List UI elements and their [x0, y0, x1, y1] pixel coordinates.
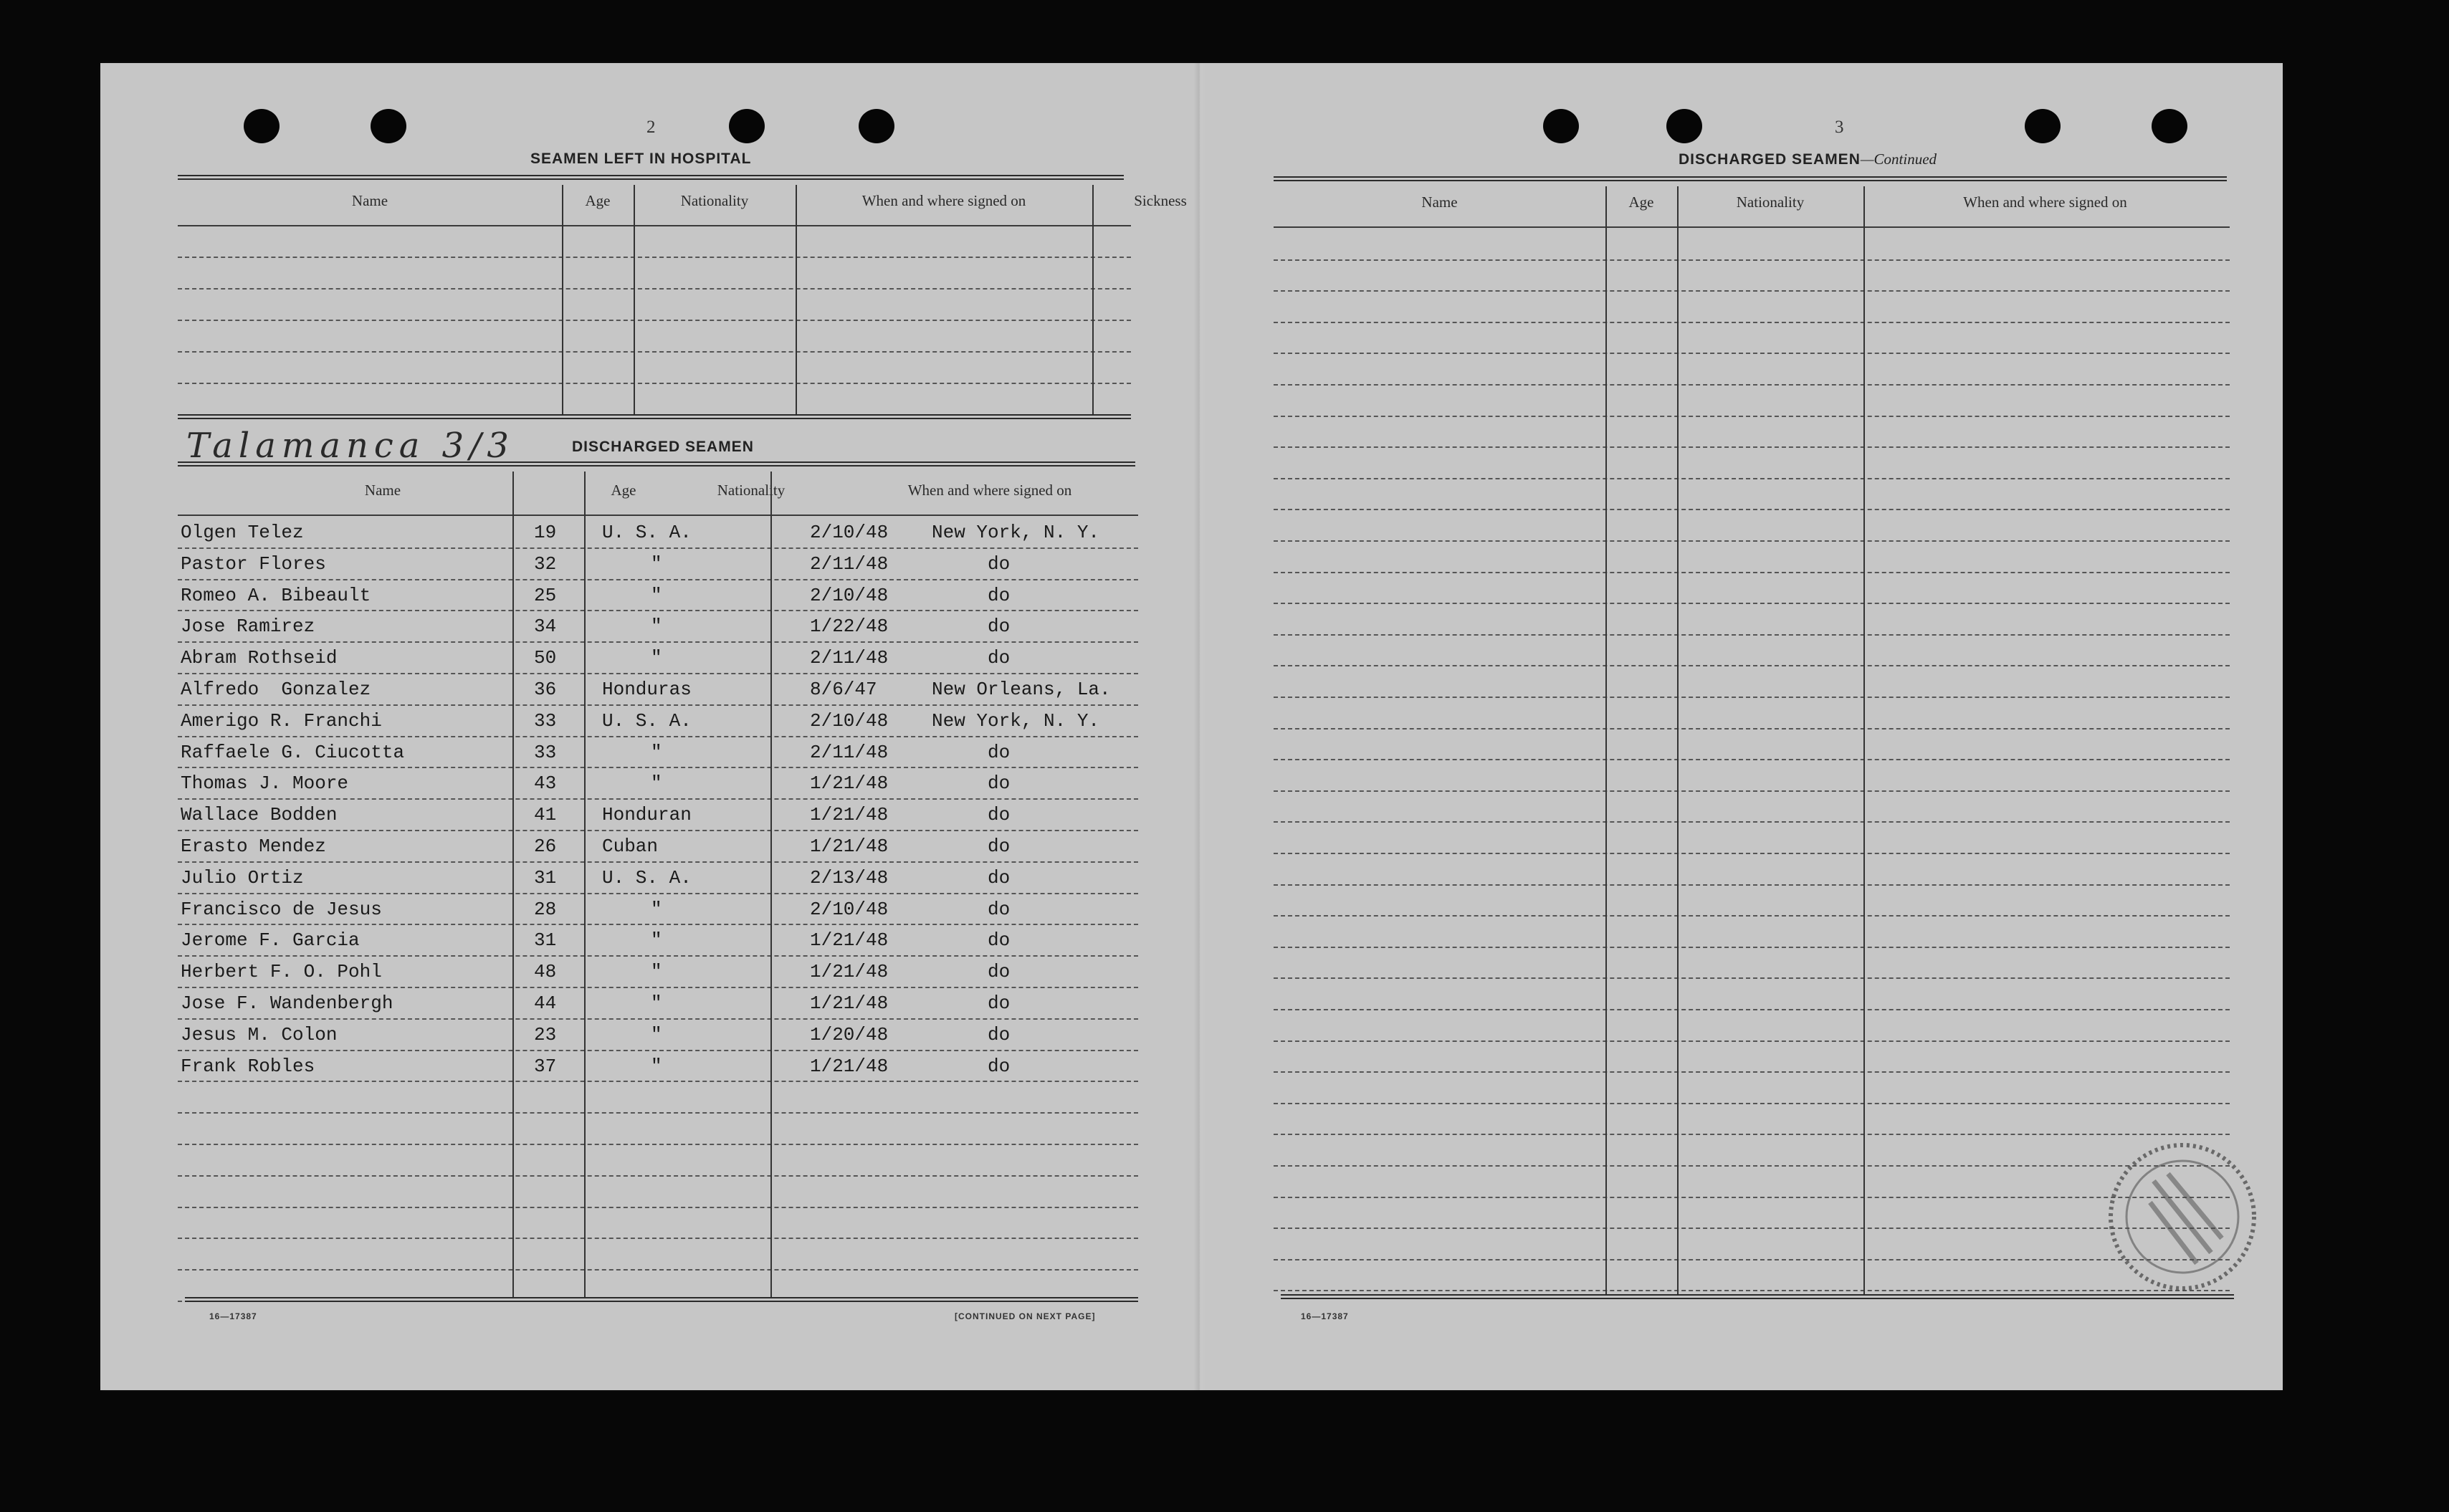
form-number: 16—17387: [1301, 1311, 1349, 1321]
row-line: [1274, 384, 2230, 386]
seaman-name: Herbert F. O. Pohl: [181, 961, 382, 983]
seaman-age: 28: [534, 898, 557, 920]
document-sheet: [100, 63, 2283, 1390]
row-line: [178, 1144, 1138, 1145]
column-divider: [770, 472, 772, 1297]
row-line: [1274, 1071, 2230, 1073]
handwritten-vessel-name: Talamanca 3/3: [186, 426, 515, 466]
row-line: [1274, 572, 2230, 573]
seaman-age: 33: [534, 709, 557, 732]
column-divider: [1605, 186, 1607, 1294]
seaman-nationality: ": [651, 584, 662, 606]
signed-on-place: do: [988, 1023, 1011, 1046]
table-row: [100, 830, 1140, 861]
row-line: [1274, 915, 2230, 917]
seaman-age: 50: [534, 647, 557, 669]
col-header-sickness: Sickness: [1134, 192, 1187, 209]
signed-on-place: do: [988, 804, 1011, 826]
seaman-nationality: ": [651, 961, 662, 983]
seaman-name: Julio Ortiz: [181, 866, 304, 889]
seaman-name: Jerome F. Garcia: [181, 929, 360, 952]
signed-on-date: 1/21/48: [810, 772, 889, 795]
row-line: [178, 1081, 1138, 1082]
seaman-age: 33: [534, 741, 557, 763]
seaman-name: Raffaele G. Ciucotta: [181, 741, 405, 763]
column-divider: [584, 472, 586, 1297]
signed-on-date: 2/10/48: [810, 709, 889, 732]
seaman-age: 23: [534, 1023, 557, 1046]
signed-on-date: 2/13/48: [810, 866, 889, 889]
seaman-nationality: Honduran: [602, 804, 692, 826]
row-line: [178, 1238, 1138, 1239]
col-header-name: Name: [364, 482, 401, 499]
table-top-rule: [178, 461, 1135, 466]
col-header-name: Name: [351, 192, 388, 209]
signed-on-place: do: [988, 1055, 1011, 1077]
row-line: [1274, 697, 2230, 698]
seaman-age: 31: [534, 866, 557, 889]
signed-on-place: do: [988, 929, 1011, 952]
row-line: [1274, 790, 2230, 792]
circular-seal-stamp: [2068, 1138, 2283, 1296]
page-number: 2: [646, 118, 656, 137]
seaman-age: 36: [534, 679, 557, 700]
seaman-name: Amerigo R. Franchi: [181, 709, 382, 732]
signed-on-place: New Orleans, La.: [932, 679, 1111, 700]
column-divider: [796, 185, 797, 414]
seaman-name: Erasto Mendez: [181, 836, 326, 857]
seaman-name: Jose Ramirez: [181, 616, 315, 638]
table-row: [100, 641, 1140, 673]
seaman-age: 43: [534, 772, 557, 795]
row-line: [1274, 977, 2230, 979]
seaman-nationality: ": [651, 772, 662, 795]
signed-on-place: do: [988, 961, 1011, 983]
seaman-age: 48: [534, 961, 557, 983]
seaman-age: 31: [534, 929, 557, 952]
seaman-nationality: ": [651, 1055, 662, 1077]
seaman-age: 44: [534, 992, 557, 1014]
signed-on-place: do: [988, 772, 1011, 795]
table-row: [100, 861, 1140, 893]
seaman-name: Wallace Bodden: [181, 804, 338, 826]
column-divider: [1677, 186, 1679, 1294]
signed-on-place: do: [988, 647, 1011, 669]
table-row: [100, 704, 1140, 736]
signed-on-date: 1/21/48: [810, 804, 889, 826]
row-line: [1274, 947, 2230, 948]
seaman-nationality: U. S. A.: [602, 866, 692, 889]
row-line: [1274, 884, 2230, 886]
signed-on-date: 1/21/48: [810, 1055, 889, 1077]
signed-on-date: 2/10/48: [810, 522, 889, 543]
row-line: [1274, 509, 2230, 510]
seaman-nationality: ": [651, 552, 662, 575]
signed-on-date: 1/22/48: [810, 616, 889, 638]
hospital-section-title: SEAMEN LEFT IN HOSPITAL: [530, 150, 752, 167]
col-header-nationality: Nationality: [680, 192, 749, 209]
seaman-nationality: ": [651, 647, 662, 669]
row-line: [1274, 416, 2230, 417]
table-bottom-rule: [185, 1297, 1138, 1302]
signed-on-date: 1/21/48: [810, 836, 889, 857]
signed-on-date: 2/10/48: [810, 584, 889, 606]
seaman-name: Thomas J. Moore: [181, 772, 349, 795]
form-number: 16—17387: [209, 1311, 257, 1321]
continued-title-main: DISCHARGED SEAMEN: [1679, 151, 1861, 168]
signed-on-place: do: [988, 866, 1011, 889]
col-header-name: Name: [1421, 193, 1458, 211]
seaman-name: Francisco de Jesus: [181, 898, 382, 920]
row-line: [1274, 665, 2230, 666]
row-line: [1274, 853, 2230, 854]
signed-on-place: do: [988, 898, 1011, 920]
seaman-age: 26: [534, 836, 557, 857]
column-divider: [512, 472, 514, 1297]
signed-on-date: 1/20/48: [810, 1023, 889, 1046]
col-header-signed-on: When and where signed on: [861, 192, 1026, 209]
row-line: [178, 1175, 1138, 1177]
signed-on-place: do: [988, 992, 1011, 1014]
seaman-age: 37: [534, 1055, 557, 1077]
seaman-age: 32: [534, 552, 557, 575]
header-rule: [178, 225, 1131, 226]
seaman-name: Jose F. Wandenbergh: [181, 992, 393, 1014]
row-line: [1274, 1009, 2230, 1010]
row-line: [178, 257, 1131, 258]
table-row: [100, 736, 1140, 767]
table-top-rule: [178, 175, 1124, 180]
header-rule: [1274, 226, 2230, 228]
seaman-nationality: Honduras: [602, 679, 692, 700]
table-row: [100, 893, 1140, 924]
page-number: 3: [1835, 118, 1844, 137]
signed-on-place: do: [988, 552, 1011, 575]
table-bottom-rule: [178, 414, 1131, 419]
seaman-nationality: ": [651, 898, 662, 920]
row-line: [1274, 259, 2230, 261]
row-line: [178, 320, 1131, 321]
signed-on-place: New York, N. Y.: [932, 709, 1100, 732]
seaman-name: Abram Rothseid: [181, 647, 338, 669]
table-row: [100, 987, 1140, 1018]
row-line: [178, 288, 1131, 290]
table-row: [100, 547, 1140, 579]
signed-on-place: New York, N. Y.: [932, 522, 1100, 543]
signed-on-place: do: [988, 616, 1011, 638]
signed-on-date: 1/21/48: [810, 992, 889, 1014]
signed-on-place: do: [988, 836, 1011, 857]
table-row: [100, 1050, 1140, 1081]
signed-on-date: 8/6/47: [810, 679, 877, 700]
col-header-age: Age: [585, 192, 611, 209]
row-line: [1274, 634, 2230, 636]
discharged-section-title: DISCHARGED SEAMEN: [572, 439, 754, 455]
seaman-nationality: ": [651, 992, 662, 1014]
row-line: [1274, 1103, 2230, 1104]
signed-on-date: 2/11/48: [810, 741, 889, 763]
signed-on-date: 1/21/48: [810, 961, 889, 983]
seaman-nationality: ": [651, 741, 662, 763]
table-row: [100, 767, 1140, 798]
signed-on-date: 2/11/48: [810, 647, 889, 669]
seaman-nationality: ": [651, 616, 662, 638]
row-line: [1274, 1134, 2230, 1135]
seaman-nationality: ": [651, 1023, 662, 1046]
table-top-rule: [1274, 176, 2227, 181]
row-line: [178, 383, 1131, 384]
signed-on-date: 2/10/48: [810, 898, 889, 920]
seaman-age: 19: [534, 522, 557, 543]
seaman-name: Jesus M. Colon: [181, 1023, 338, 1046]
col-header-age: Age: [611, 482, 636, 499]
table-row: [100, 579, 1140, 611]
column-divider: [634, 185, 635, 414]
signed-on-place: do: [988, 741, 1011, 763]
column-divider: [562, 185, 563, 414]
seaman-name: Olgen Telez: [181, 522, 304, 543]
seaman-name: Romeo A. Bibeault: [181, 584, 371, 606]
col-header-signed-on: When and where signed on: [1963, 193, 2127, 211]
signed-on-date: 2/11/48: [810, 552, 889, 575]
row-line: [1274, 728, 2230, 729]
row-line: [1274, 322, 2230, 323]
row-line: [178, 1269, 1138, 1271]
seaman-age: 41: [534, 804, 557, 826]
seaman-name: Alfredo Gonzalez: [181, 679, 371, 700]
continued-section-title: [1679, 150, 1937, 168]
row-line: [178, 351, 1131, 353]
seaman-name: Frank Robles: [181, 1055, 315, 1077]
table-row: [100, 798, 1140, 830]
row-line: [1274, 540, 2230, 542]
col-header-nationality: Nationality: [1736, 193, 1805, 211]
seaman-age: 25: [534, 584, 557, 606]
left-page: [100, 63, 1190, 1390]
seaman-age: 34: [534, 616, 557, 638]
continued-note: [CONTINUED ON NEXT PAGE]: [955, 1311, 1096, 1321]
continued-title-suffix: —Continued: [1860, 150, 1937, 168]
right-page: [1193, 63, 2283, 1390]
row-line: [1274, 1040, 2230, 1042]
row-line: [1274, 821, 2230, 823]
seaman-nationality: U. S. A.: [602, 709, 692, 732]
table-row: [100, 1018, 1140, 1050]
signed-on-place: do: [988, 584, 1011, 606]
signed-on-date: 1/21/48: [810, 929, 889, 952]
col-header-age: Age: [1628, 193, 1654, 211]
seaman-nationality: U. S. A.: [602, 522, 692, 543]
row-line: [1274, 478, 2230, 479]
col-header-signed-on: When and where signed on: [907, 482, 1072, 499]
row-line: [1274, 290, 2230, 292]
seaman-name: Pastor Flores: [181, 552, 326, 575]
row-line: [1274, 759, 2230, 760]
table-row: [100, 610, 1140, 641]
seaman-nationality: ": [651, 929, 662, 952]
column-divider: [1092, 185, 1094, 414]
table-row: [100, 955, 1140, 987]
col-header-nationality: Nationality: [717, 482, 786, 499]
row-line: [1274, 446, 2230, 448]
table-row: [100, 516, 1140, 547]
seaman-nationality: Cuban: [602, 836, 659, 857]
row-line: [178, 1207, 1138, 1208]
row-line: [1274, 353, 2230, 354]
row-line: [178, 1112, 1138, 1114]
table-row: [100, 673, 1140, 704]
column-divider: [1863, 186, 1865, 1294]
row-line: [1274, 603, 2230, 604]
table-row: [100, 924, 1140, 955]
